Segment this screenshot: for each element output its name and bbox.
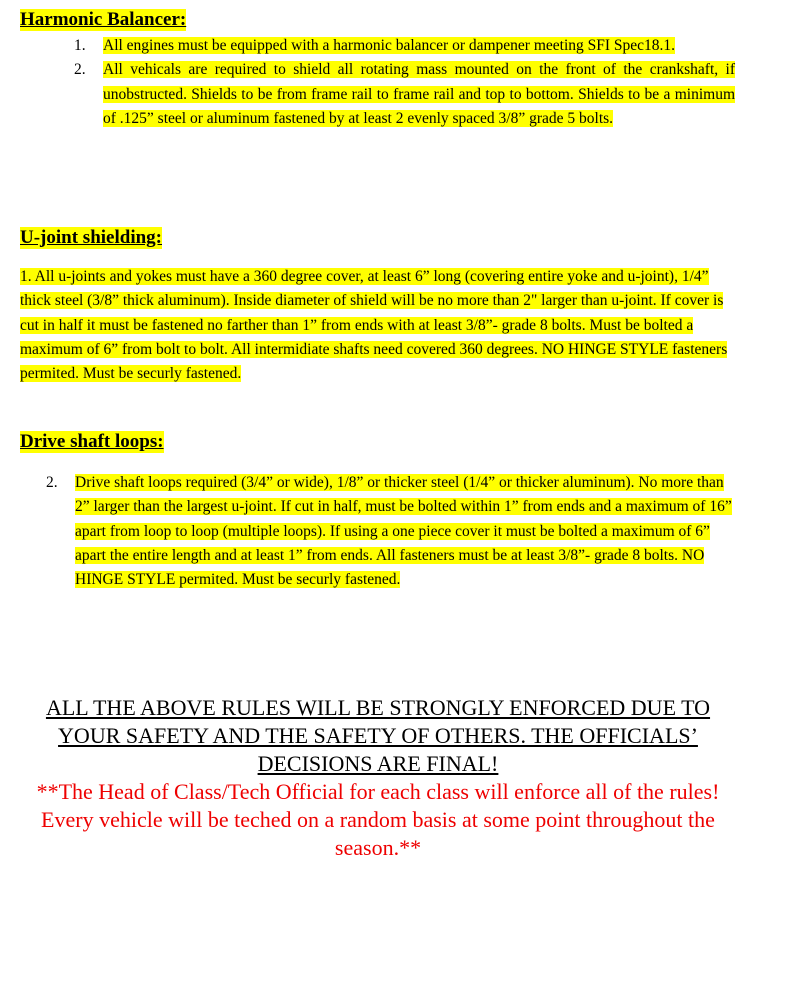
enforcement-notice — [15, 694, 741, 862]
list-item-text: All engines must be equipped with a harmonic balancer or dampener meeting SFI Spec18.1. — [103, 37, 676, 54]
list-item — [70, 34, 735, 58]
tech-official-notice: **The Head of Class/Tech Official for each class will enforce all of the rules! Every vehicle will be teched on a random basis at some point throughout the season.** — [36, 779, 720, 860]
list-item — [46, 471, 736, 592]
enforcement-notice-main: ALL THE ABOVE RULES WILL BE STRONGLY ENFORCED DUE TO YOUR SAFETY AND THE SAFETY OF OTHERS. THE OFFICIALS’ DECISIONS ARE FINAL! — [45, 695, 711, 776]
list-item-number: 1. — [74, 37, 86, 54]
list-item-number: 2. — [46, 474, 58, 491]
list-item-text: Drive shaft loops required (3/4” or wide), 1/8” or thicker steel (1/4” or thicker aluminum). No more than 2” larger than the largest u-joint. If cut in half, must be bolted within 1” from ends and a maximum of 16” apart from loop to loop (multiple loops). If using a one piece cover it must be bolted a maximum of 6” apart the entire length and at least 1” from ends. All fasteners must be at least 3/8”- grade 8 bolts. NO HINGE STYLE permited. Must be securly fastened. — [75, 474, 732, 589]
u-joint-rule-text: 1. All u-joints and yokes must have a 360 degree cover, at least 6” long (covering entire yoke and u-joint), 1/4” thick steel (3/8” thick aluminum). Inside diameter of shield will be no more than 2" larger than u-joint. If cover is cut in half it must be fastened no farther than 1” from ends with at least 3/8”- grade 8 bolts. Must be bolted a maximum of 6” from bolt to bolt. All intermidiate shafts need covered 360 degrees. NO HINGE STYLE fasteners permited. Must be securly fastened. — [20, 268, 728, 383]
list-item — [70, 58, 735, 131]
u-joint-shielding-heading: U-joint shielding: — [20, 227, 162, 248]
drive-shaft-loops-list — [46, 471, 736, 592]
harmonic-balancer-list — [70, 34, 735, 131]
list-item-number: 2. — [74, 61, 86, 79]
harmonic-balancer-heading: Harmonic Balancer: — [20, 9, 187, 30]
drive-shaft-loops-heading: Drive shaft loops: — [20, 431, 164, 452]
u-joint-rule-paragraph — [20, 265, 735, 386]
list-item-text: All vehicals are required to shield all rotating mass mounted on the front of the crankshaft, if unobstructed. Shields to be from frame rail to frame rail and top to bottom. Shields to be a minimum of .125” steel or aluminum fastened by at least 2 evenly spaced 3/8” grade 5 bolts. — [103, 61, 735, 127]
